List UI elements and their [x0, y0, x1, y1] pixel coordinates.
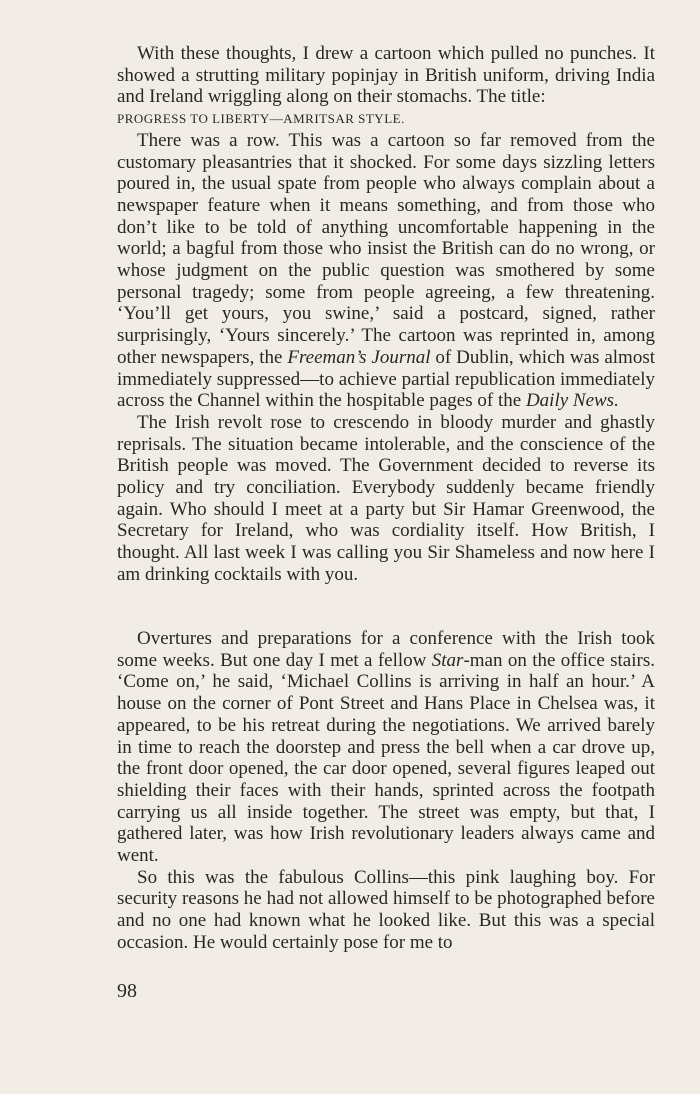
paragraph-overtures [117, 628, 655, 867]
page-number: 98 [117, 980, 137, 1002]
text-block-bottom [117, 628, 655, 954]
paragraph-row [117, 130, 655, 412]
paragraph-cartoon-text: With these thoughts, I drew a cartoon which pulled no punches. It showed a strutting military popinjay in British uniform, driving India and Ireland wriggling along on their stomachs. The title: [117, 43, 655, 108]
paragraph-overtures-text-a: Overtures and preparations for a conference with the Irish took some weeks. But one day I met a fellow [117, 628, 655, 671]
paragraph-irish-revolt: The Irish revolt rose to crescendo in bloody murder and ghastly reprisals. The situation became intolerable, and the conscience of the British people was moved. The Government decided to reverse its policy and try conciliation. Everybody suddenly became friendly again. Who should I meet at a party but Sir Hamar Greenwood, the Secretary for Ireland, who was cordiality itself. How British, I thought. All last week I was calling you Sir Shameless and now here I am drinking cocktails with you. [117, 411, 655, 585]
paragraph-overtures-text-b: -man on the office stairs. ‘Come on,’ he said, ‘Michael Collins is arriving in half an hour.’ A house on the corner of Pont Street and Hans Place in Chelsea was, it appeared, to be his retreat during the negotiations. We arrived barely in time to reach the doorstep and press the bell when a car drove up, the front door opened, the car door opened, several figures leaped out shielding their faces with their hands, sprinted across the footpath carrying us all inside together. The street was empty, but that, I gathered later, was how Irish revolutionary leaders always came and went. [117, 649, 655, 867]
paragraph-row-text-a: There was a row. This was a cartoon so far removed from the customary pleasantries that it shocked. For some days sizzling letters poured in, the usual spate from people who always complain about a newspaper feature when it means something, and from those who don’t like to be told of anything uncomfortable happening in the world; a bagful from those who insist the British can do no wrong, or whose judgment on the public question was smothered by some personal tragedy; some from people agreeing, a few threatening. ‘You’ll get yours, you swine,’ said a postcard, signed, rather surprisingly, ‘Yours sincerely.’ The cartoon was reprinted in, among other newspapers, the [117, 129, 655, 368]
paragraph-row-text-b: of Dublin, which was almost immediately suppressed—to achieve partial republication immediately across the Channel within the hospitable pages of the [117, 346, 656, 412]
star-italic: Star [431, 649, 464, 671]
paragraph-collins: So this was the fabulous Collins—this pink laughing boy. For security reasons he had not allowed himself to be photographed before and no one had known what he looked like. But this was a special occasion. He would certainly pose for me to [117, 866, 655, 953]
text-block-top [117, 43, 655, 586]
paragraph-cartoon [117, 43, 655, 130]
cartoon-title: PROGRESS TO LIBERTY—AMRITSAR STYLE. [117, 111, 405, 127]
daily-news-italic: Daily News. [525, 390, 619, 412]
freemans-journal-italic: Freeman’s Journal [287, 346, 431, 368]
